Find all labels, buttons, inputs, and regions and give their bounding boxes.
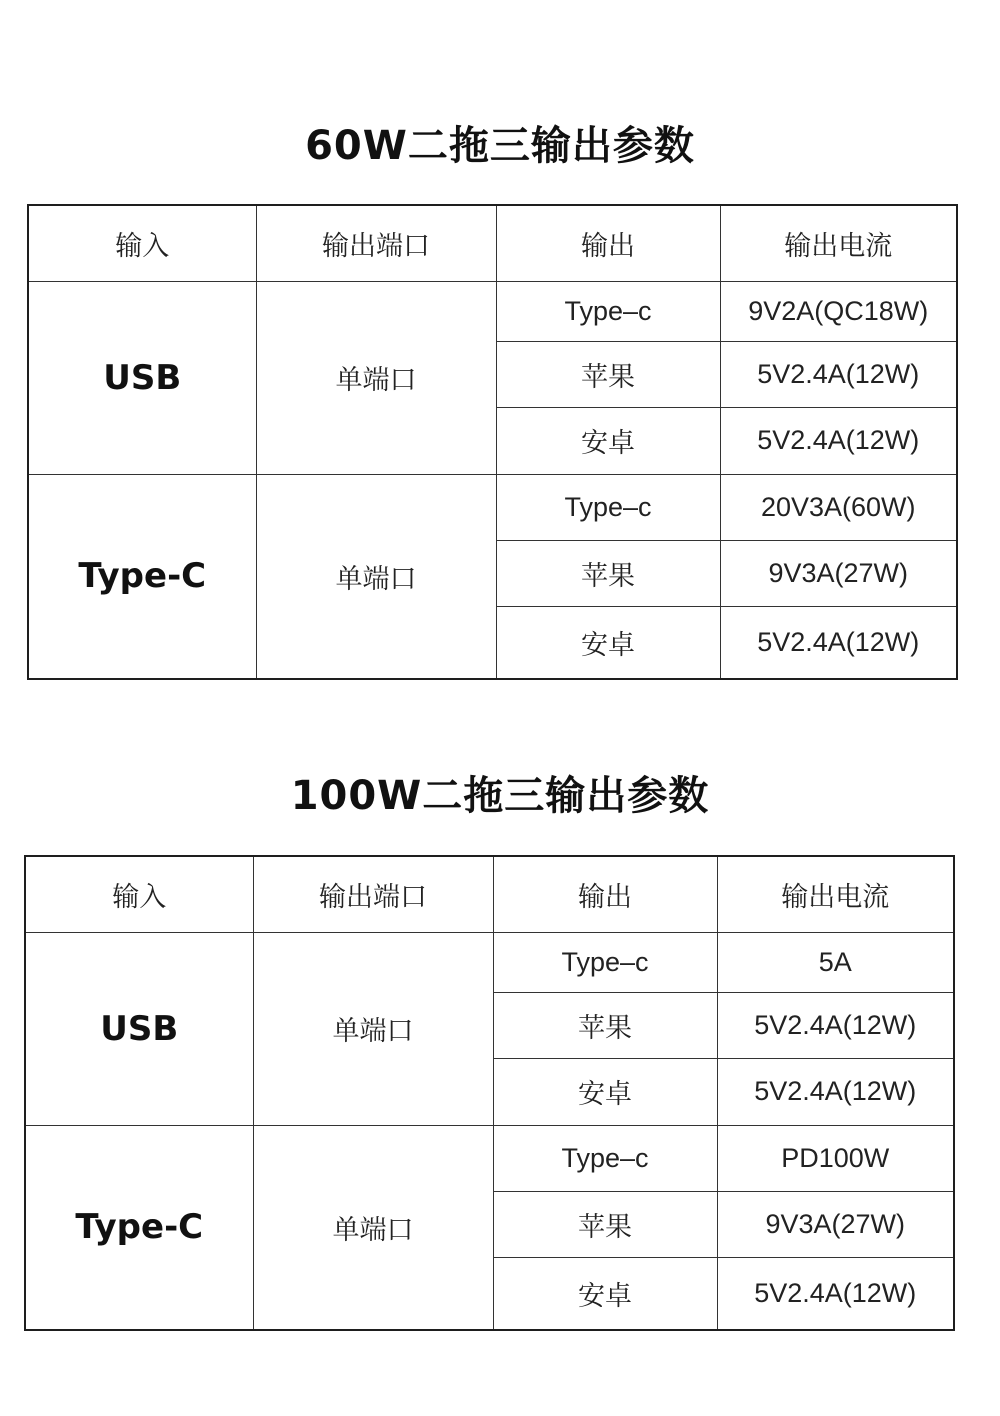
output-type: 苹果 [496,342,720,408]
output-current: PD100W [717,1125,954,1191]
output-current: 9V3A(27W) [717,1191,954,1257]
header-output-current: 输出电流 [717,856,954,932]
output-type: 安卓 [496,408,720,474]
table-header-row [25,856,954,932]
output-type: 苹果 [493,1191,717,1257]
port-single: 单端口 [256,474,496,679]
spec-table-100w [24,855,955,1331]
output-current: 5V2.4A(12W) [717,1059,954,1125]
port-single: 单端口 [253,1125,493,1330]
output-current: 5A [717,932,954,992]
input-type-c: Type-C [28,474,256,679]
input-usb: USB [28,281,256,474]
table-row [25,1125,954,1191]
header-output: 输出 [493,856,717,932]
output-type: 安卓 [496,607,720,679]
output-type: Type–c [493,932,717,992]
table-header-row [28,205,957,281]
header-output-port: 输出端口 [256,205,496,281]
output-current: 5V2.4A(12W) [717,1258,954,1330]
output-type: 苹果 [496,540,720,606]
header-output: 输出 [496,205,720,281]
table-1-title: 60W二拖三输出参数 [305,123,695,169]
output-type: 安卓 [493,1258,717,1330]
output-current: 5V2.4A(12W) [720,408,957,474]
output-current: 20V3A(60W) [720,474,957,540]
port-single: 单端口 [256,281,496,474]
header-input: 输入 [25,856,253,932]
output-current: 5V2.4A(12W) [720,342,957,408]
output-type: 安卓 [493,1059,717,1125]
output-current: 9V3A(27W) [720,540,957,606]
header-output-port: 输出端口 [253,856,493,932]
output-current: 5V2.4A(12W) [720,607,957,679]
spec-table-60w [27,204,958,680]
input-type-c: Type-C [25,1125,253,1330]
header-output-current: 输出电流 [720,205,957,281]
output-type: Type–c [496,474,720,540]
port-single: 单端口 [253,932,493,1125]
output-current: 5V2.4A(12W) [717,993,954,1059]
output-type: 苹果 [493,993,717,1059]
table-row [28,281,957,341]
output-type: Type–c [496,281,720,341]
output-current: 9V2A(QC18W) [720,281,957,341]
table-2-title: 100W二拖三输出参数 [290,773,710,819]
output-type: Type–c [493,1125,717,1191]
table-row [25,932,954,992]
table-row [28,474,957,540]
header-input: 输入 [28,205,256,281]
input-usb: USB [25,932,253,1125]
